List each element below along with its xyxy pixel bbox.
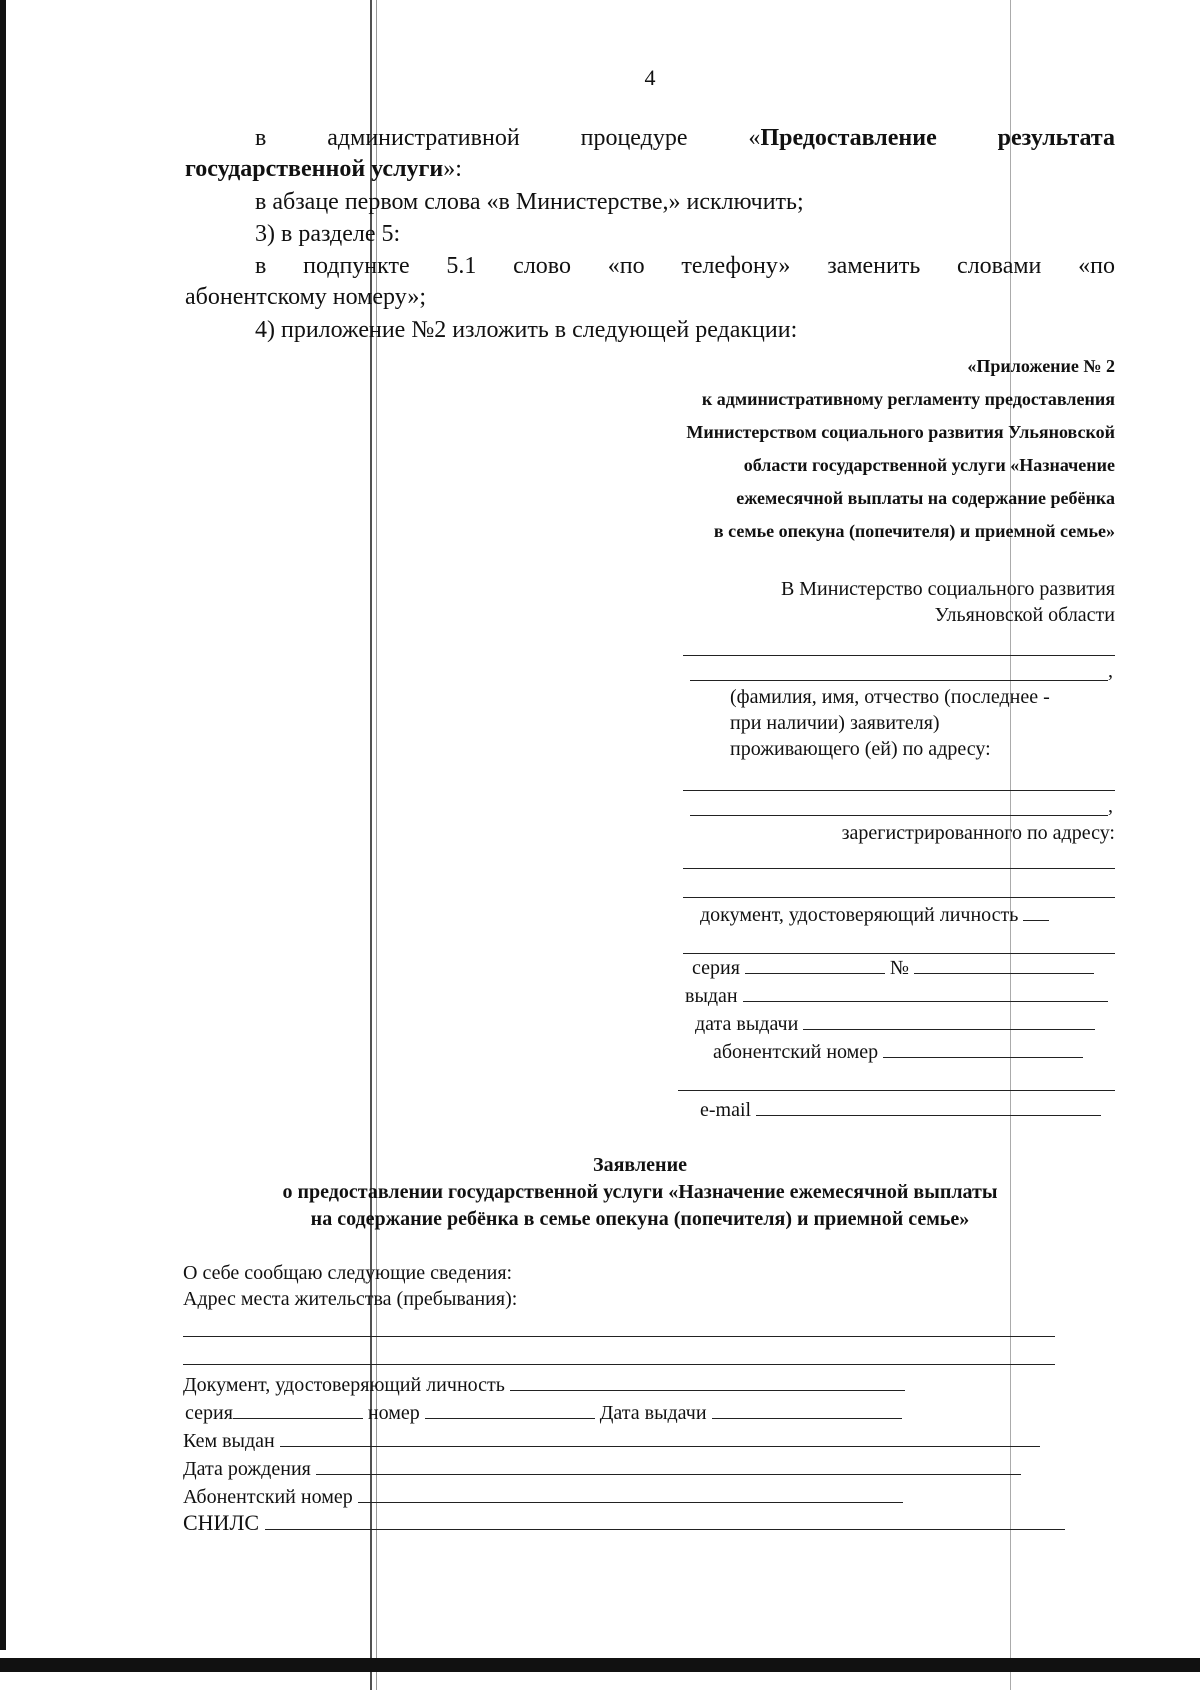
scan-bottom-bar xyxy=(0,1658,1200,1672)
applicant-name-line[interactable] xyxy=(683,655,1115,656)
body-paragraph-4: в подпункте 5.1 слово «по телефону» заменить словами «по xyxy=(255,253,1115,279)
number-field[interactable] xyxy=(914,955,1094,974)
form-snils-field[interactable] xyxy=(265,1511,1065,1530)
body-paragraph-5: 4) приложение №2 изложить в следующей редакции: xyxy=(255,317,798,343)
body-paragraph-4-cont: абонентскому номеру»; xyxy=(185,284,426,310)
phone-line[interactable] xyxy=(678,1090,1115,1091)
appendix-line: ежемесячной выплаты на содержание ребёнка xyxy=(736,488,1115,508)
issued-row: выдан xyxy=(685,983,1108,1009)
body-paragraph-1: в административной процедуре «Предоставление результата xyxy=(255,125,1115,151)
scan-left-edge xyxy=(0,0,6,1650)
form-issued-by-field[interactable] xyxy=(280,1428,1040,1447)
form-issued-by-row: Кем выдан xyxy=(183,1428,1040,1454)
registered-address-line[interactable] xyxy=(683,868,1115,869)
form-series-field[interactable] xyxy=(233,1400,363,1419)
document-line[interactable] xyxy=(683,953,1115,954)
living-address-line[interactable] xyxy=(690,815,1108,816)
issued-field[interactable] xyxy=(743,983,1108,1002)
appendix-line: «Приложение № 2 xyxy=(967,356,1115,376)
email-row: e-mail xyxy=(700,1097,1101,1123)
series-field[interactable] xyxy=(745,955,885,974)
appendix-header xyxy=(555,350,1115,548)
form-birth-date-field[interactable] xyxy=(316,1456,1021,1475)
form-snils-row: СНИЛС xyxy=(183,1510,1065,1536)
phone-field[interactable] xyxy=(883,1039,1083,1058)
form-phone-row: Абонентский номер xyxy=(183,1484,903,1510)
comma: , xyxy=(1108,660,1113,682)
series-number-row: серия № xyxy=(692,955,1094,981)
form-phone-field[interactable] xyxy=(358,1484,903,1503)
document-line[interactable] xyxy=(1023,902,1049,921)
issue-date-row: дата выдачи xyxy=(695,1011,1095,1037)
form-birth-date-row: Дата рождения xyxy=(183,1456,1021,1482)
registered-address-label: зарегистрированного по адресу: xyxy=(841,822,1115,844)
form-number-field[interactable] xyxy=(425,1400,595,1419)
email-field[interactable] xyxy=(756,1097,1101,1116)
form-address-line[interactable] xyxy=(183,1336,1055,1337)
statement-title: Заявление о предоставлении государственной услуги «Назначение ежемесячной выплаты на содержание ребёнка в семье опекуна (попечителя) и приемной семье» xyxy=(282,1154,998,1230)
form-series-row: серия номер Дата выдачи xyxy=(185,1400,902,1426)
form-document-row: Документ, удостоверяющий личность xyxy=(183,1372,905,1398)
issue-date-field[interactable] xyxy=(803,1011,1095,1030)
form-document-field[interactable] xyxy=(510,1372,905,1391)
appendix-line: Министерством социального развития Ульяновской xyxy=(686,422,1115,442)
registered-address-line[interactable] xyxy=(683,897,1115,898)
form-intro: О себе сообщаю следующие сведения: xyxy=(183,1262,513,1284)
body-paragraph-2: в абзаце первом слова «в Министерстве,» исключить; xyxy=(255,189,804,215)
document-label: документ, удостоверяющий личность xyxy=(700,902,1049,928)
body-paragraph-3: 3) в разделе 5: xyxy=(255,221,401,247)
form-address-line[interactable] xyxy=(183,1364,1055,1365)
form-issue-date-field[interactable] xyxy=(712,1400,902,1419)
page-number: 4 xyxy=(644,65,656,90)
addressee-ministry: В Министерство социального развития Ульяновской области xyxy=(780,578,1115,626)
body-paragraph-1-cont: государственной услуги»: xyxy=(185,156,462,182)
phone-row: абонентский номер xyxy=(713,1039,1083,1065)
appendix-line: в семье опекуна (попечителя) и приемной семье» xyxy=(713,521,1115,541)
form-address-label: Адрес места жительства (пребывания): xyxy=(183,1288,518,1310)
fio-hint: (фамилия, имя, отчество (последнее - при наличии) заявителя) проживающего (ей) по адресу: xyxy=(730,686,1050,760)
appendix-line: области государственной услуги «Назначение xyxy=(743,455,1115,475)
applicant-name-line[interactable] xyxy=(690,680,1108,681)
appendix-line: к административному регламенту предоставления xyxy=(701,389,1115,409)
living-address-line[interactable] xyxy=(683,790,1115,791)
comma: , xyxy=(1108,795,1113,817)
